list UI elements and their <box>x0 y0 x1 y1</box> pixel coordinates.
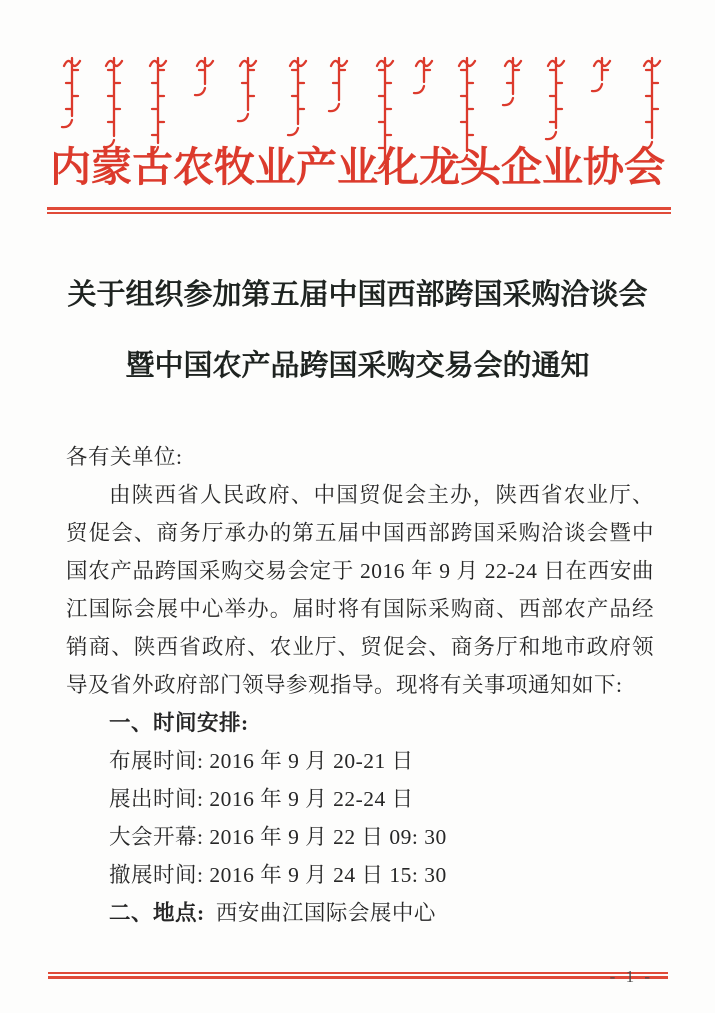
body-text <box>66 438 654 932</box>
salutation: 各有关单位: <box>66 445 183 469</box>
footer-double-rule <box>48 972 668 979</box>
schedule-line-teardown: 撤展时间: 2016 年 9 月 24 日 15: 30 <box>109 863 447 887</box>
letterhead-double-rule <box>47 207 671 214</box>
org-name: 内蒙古农牧业产业化龙头企业协会 <box>50 144 665 190</box>
section2-line <box>66 894 654 932</box>
section2-value: 西安曲江国际会展中心 <box>215 901 436 925</box>
doc-title <box>34 260 681 402</box>
page-number: - 1 - <box>609 967 653 986</box>
intro-paragraph: 由陕西省人民政府、中国贸促会主办，陕西省农业厅、贸促会、商务厅承办的第五届中国西部跨国采购洽谈会暨中国农产品跨国采购交易会定于 2016 年 9 月 22-24 日在西安曲江国际会展中心举办。届时将有国际采购商、西部农产品经销商、陕西省政府、农业厅、贸促会、商务厅和地市政府领导及省外政府部门领导参观指导。现将有关事项通知如下: <box>66 483 654 697</box>
doc-title-line1: 关于组织参加第五届中国西部跨国采购洽谈会 <box>67 279 648 311</box>
section2-heading: 二、地点: <box>109 901 205 925</box>
section1-heading: 一、时间安排: <box>109 711 249 735</box>
schedule-line-exhibit: 展出时间: 2016 年 9 月 22-24 日 <box>109 787 414 811</box>
doc-title-line2: 暨中国农产品跨国采购交易会的通知 <box>125 350 590 382</box>
schedule-line-setup: 布展时间: 2016 年 9 月 20-21 日 <box>109 749 414 773</box>
schedule-line-opening: 大会开幕: 2016 年 9 月 22 日 09: 30 <box>109 825 447 849</box>
